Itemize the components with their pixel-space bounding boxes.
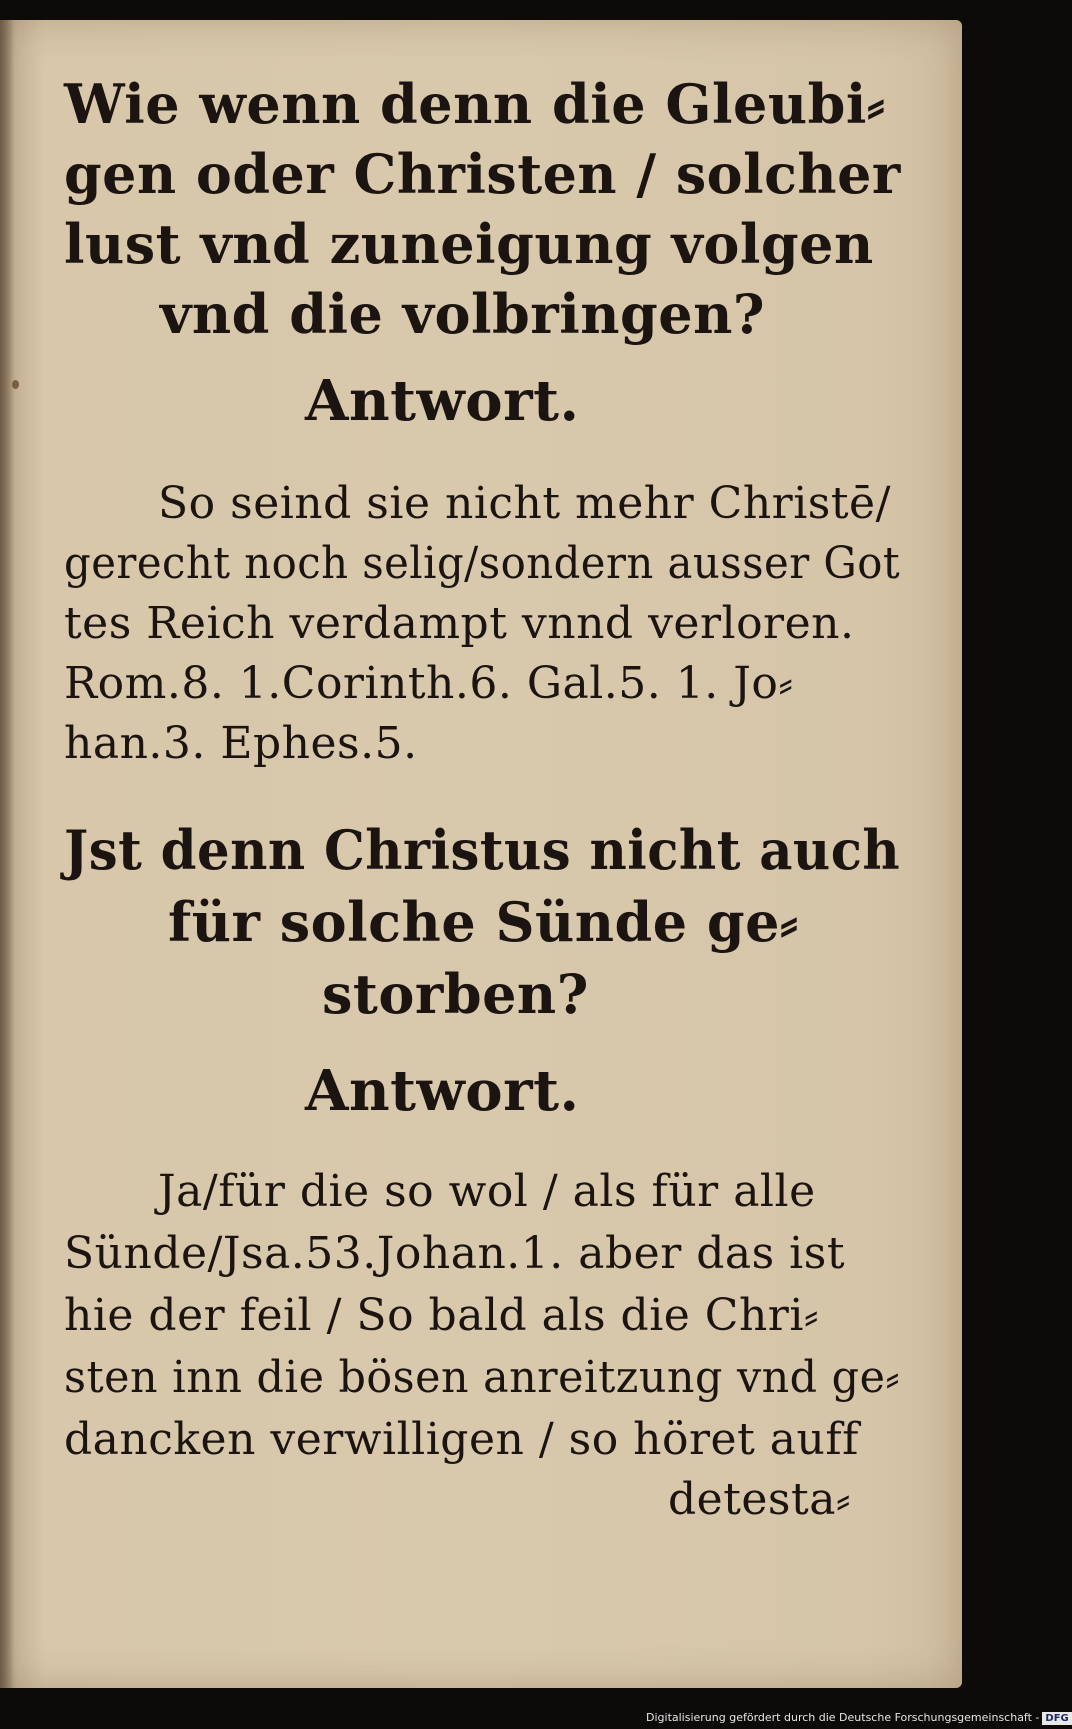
question-1-line-4: vnd die volbringen?	[160, 282, 766, 346]
digitization-credit	[646, 1711, 1072, 1725]
question-1-line-1: Wie wenn denn die Gleubi⸗	[64, 72, 886, 136]
question-1-line-2: gen oder Christen / solcher	[64, 142, 901, 206]
answer-2-line-3: hie der feil / So bald als die Chri⸗	[64, 1290, 820, 1341]
answer-1-line-5: han.3. Ephes.5.	[64, 718, 418, 769]
answer-1-line-1: So seind sie nicht mehr Christē/	[158, 478, 891, 529]
answer-1-line-3: tes Reich verdampt vnnd verloren.	[64, 598, 855, 649]
answer-2-line-5: dancken verwilligen / so höret auff	[64, 1414, 859, 1465]
credit-text: Digitalisierung gefördert durch die Deutsche Forschungsgemeinschaft -	[646, 1711, 1040, 1724]
answer-2-line-4: sten inn die bösen anreitzung vnd ge⸗	[64, 1352, 901, 1403]
question-2-line-2: für solche Sünde ge⸗	[168, 890, 799, 954]
answer-2-line-2: Sünde/Jsa.53.Johan.1. aber das ist	[64, 1228, 846, 1279]
answer-heading-2: Antwort.	[305, 1058, 580, 1124]
catchword: detesta⸗	[668, 1474, 852, 1525]
dfg-logo: DFG	[1042, 1712, 1071, 1725]
answer-1-line-2: gerecht noch selig/sondern ausser Got	[64, 538, 901, 589]
question-2-line-1: Jst denn Christus nicht auch	[64, 818, 901, 882]
question-1-line-3: lust vnd zuneigung volgen	[64, 212, 874, 276]
answer-2-line-1: Ja/für die so wol / als für alle	[158, 1166, 816, 1217]
page-stain	[12, 380, 19, 389]
answer-heading-1: Antwort.	[305, 368, 580, 434]
question-2-line-3: storben?	[322, 962, 589, 1026]
answer-1-line-4: Rom.8. 1.Corinth.6. Gal.5. 1. Jo⸗	[64, 658, 794, 709]
